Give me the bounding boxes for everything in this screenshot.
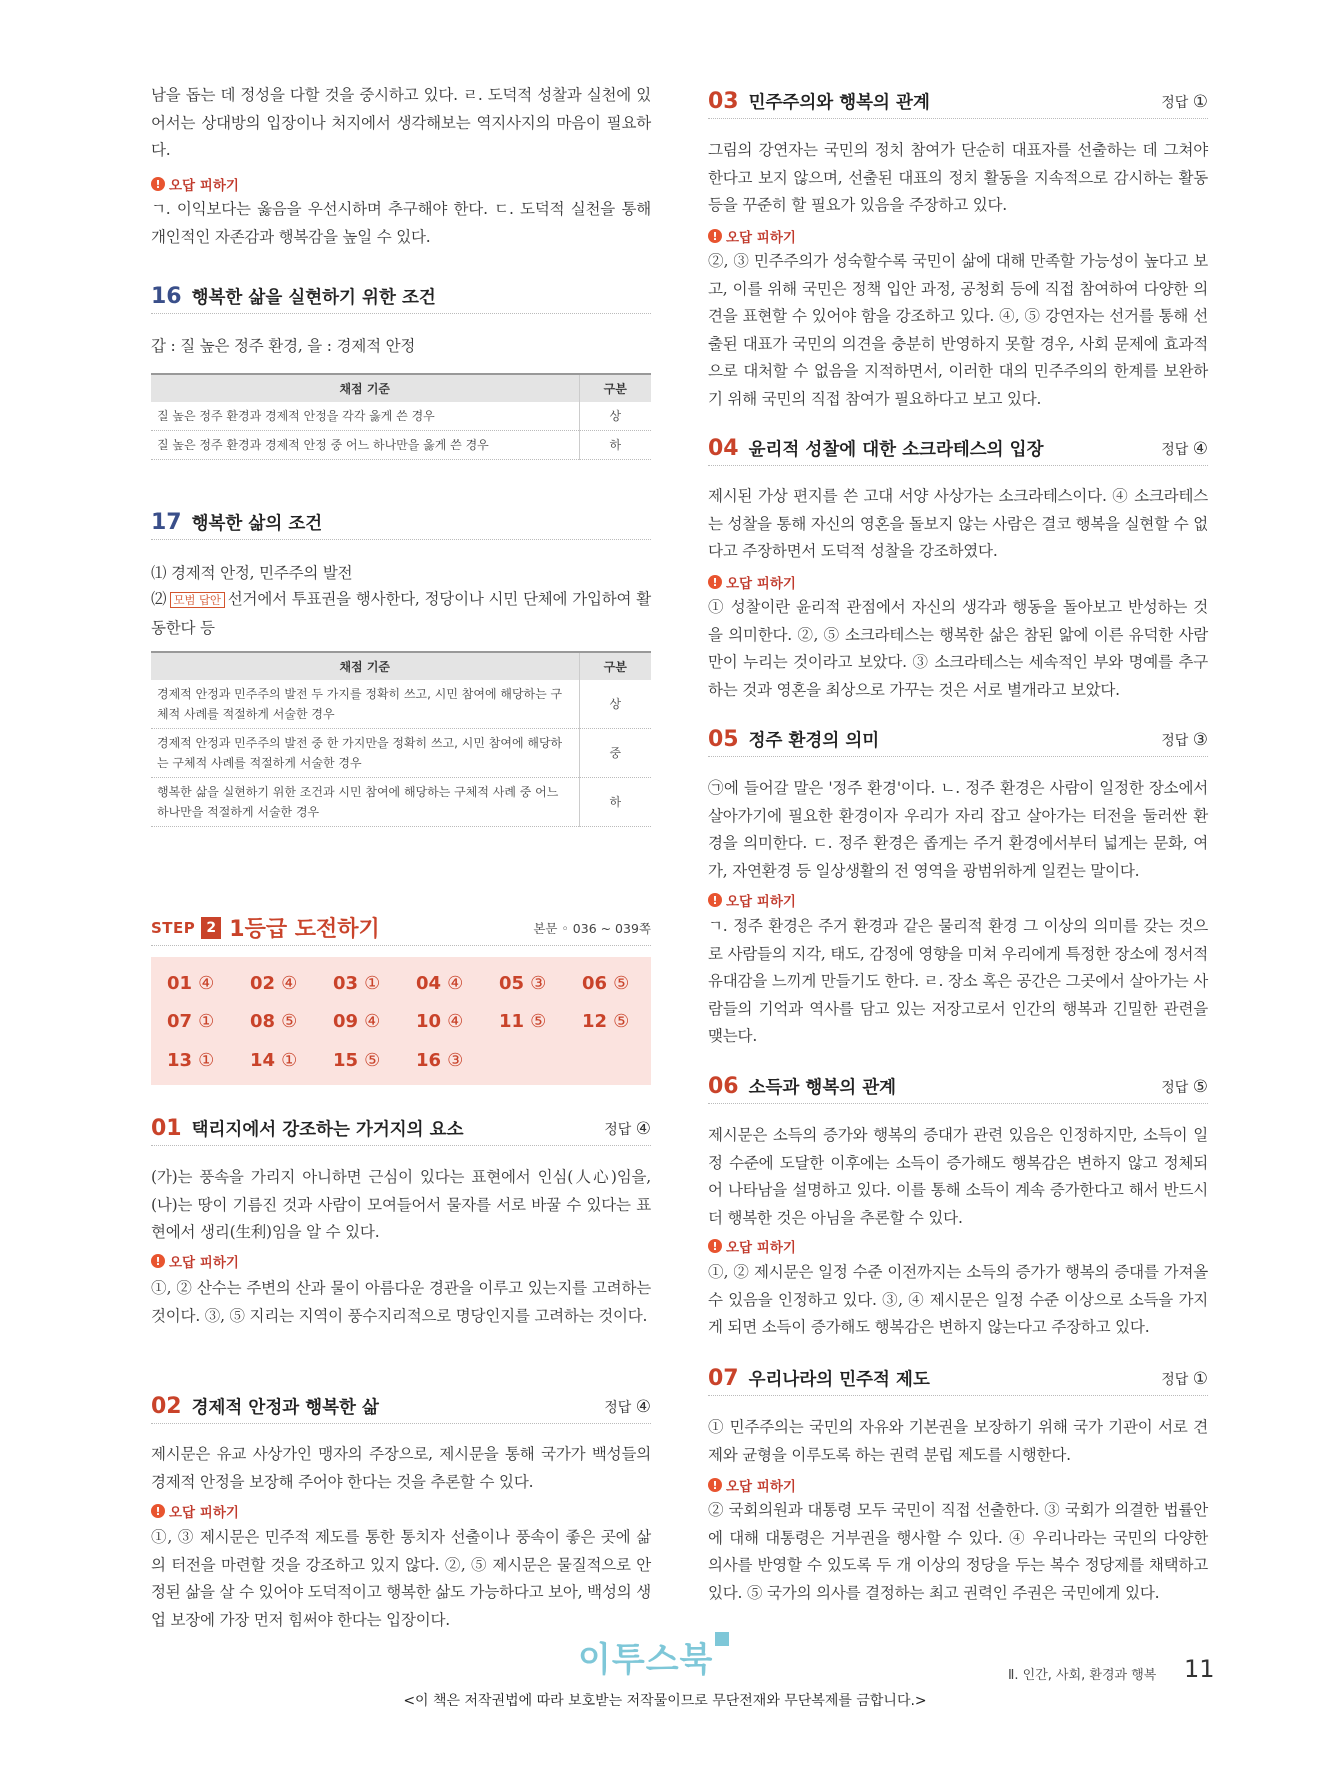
answer-key-question: 05 <box>499 972 525 994</box>
intro-avoid-label: ! 오답 피하기 <box>151 174 651 194</box>
question-05-heading <box>708 723 1208 757</box>
criteria-cell: 질 높은 정주 환경과 경제적 안정 중 어느 하나만을 옳게 쓴 경우 <box>151 431 579 460</box>
answer-key-choice: ③ <box>447 1049 464 1071</box>
question-number: 05 <box>708 727 739 752</box>
answer-key-item <box>416 965 499 1001</box>
question-title: 소득과 행복의 관계 <box>748 1078 897 1098</box>
page-number: 11 <box>1184 1655 1215 1683</box>
q16-answer: 갑 : 질 높은 정주 환경, 을 : 경제적 안정 <box>151 337 416 355</box>
correct-answer: 정답 ① <box>1161 1368 1208 1389</box>
step-title: 1등급 도전하기 <box>229 917 380 942</box>
q16-grading-table <box>151 373 651 460</box>
question-title: 경제적 안정과 행복한 삶 <box>191 1398 379 1418</box>
step-label: STEP <box>151 918 196 937</box>
answer-key-question: 09 <box>333 1011 359 1033</box>
answer-key-question: 12 <box>582 1011 608 1033</box>
q03-explanation: 그림의 강연자는 국민의 정치 참여가 단순히 대표자를 선출하는 데 그쳐야 한다고 보지 않으며, 선출된 대표의 정치 활동을 지속적으로 감시하는 활동 등을 꾸준히 할 필요가 있음을 주장하고 있다. <box>708 141 1208 214</box>
intro-avoid-text: ㄱ. 이익보다는 옳음을 우선시하며 추구해야 한다. ㄷ. 도덕적 실천을 통해 개인적인 자존감과 행복감을 높일 수 있다. <box>151 200 651 246</box>
answer-key-question: 06 <box>582 972 608 994</box>
correct-answer: 정답 ① <box>1161 91 1208 112</box>
publisher-logo: 이투스북 <box>578 1632 729 1681</box>
warning-icon: ! <box>708 575 722 589</box>
answer-key-question: 02 <box>250 972 276 994</box>
section-label: Ⅱ. 인간, 사회, 환경과 행복 <box>1008 1668 1157 1683</box>
answer-key-choice: ⑤ <box>530 1011 547 1033</box>
answer-key-question: 03 <box>333 972 359 994</box>
warning-icon: ! <box>151 177 165 191</box>
q04-avoid-label: ! 오답 피하기 <box>708 572 1208 592</box>
answer-key-question: 15 <box>333 1049 359 1071</box>
answer-key-item <box>333 1004 416 1040</box>
question-title: 민주주의와 행복의 관계 <box>748 93 930 113</box>
criteria-cell: 질 높은 정주 환경과 경제적 안정을 각각 옳게 쓴 경우 <box>151 402 579 431</box>
answer-key-item <box>333 1042 416 1078</box>
q17-answer-2: ⑵ 모범 답안 선거에서 투표권을 행사한다, 정당이나 시민 단체에 가입하여 활동한다 등 <box>151 590 651 637</box>
q17-grading-table <box>151 651 651 827</box>
question-number: 17 <box>151 510 182 535</box>
criteria-cell: 행복한 삶을 실현하기 위한 조건과 시민 참여에 해당하는 구체적 사례 중 어느 하나만을 적절하게 서술한 경우 <box>151 778 579 827</box>
q07-explanation: ① 민주주의는 국민의 자유와 기본권을 보장하기 위해 국가 기관이 서로 견제와 균형을 이루도록 하는 권력 분립 제도를 시행한다. <box>708 1418 1208 1464</box>
table-row <box>151 402 651 431</box>
answer-key-choice: ① <box>364 972 381 994</box>
question-number: 06 <box>708 1074 739 1099</box>
question-07-heading <box>708 1362 1208 1396</box>
table-header-grade: 구분 <box>579 652 651 680</box>
question-04-heading <box>708 432 1208 466</box>
table-row <box>151 680 651 729</box>
q01-avoid-label: ! 오답 피하기 <box>151 1251 651 1271</box>
answer-key-item <box>499 965 582 1001</box>
question-number: 07 <box>708 1366 739 1391</box>
copyright-notice: <이 책은 저작권법에 따라 보호받는 저작물이므로 무단전재와 무단복제를 금합니다.> <box>403 1693 927 1709</box>
answer-key-question: 01 <box>167 972 193 994</box>
grade-cell: 하 <box>579 778 651 827</box>
question-title: 우리나라의 민주적 제도 <box>748 1370 930 1390</box>
answer-key-item <box>250 965 333 1001</box>
answer-key-item <box>416 1004 499 1040</box>
answer-key-question: 11 <box>499 1011 525 1033</box>
answer-key-item <box>167 965 250 1001</box>
answer-key-choice: ④ <box>447 972 464 994</box>
q06-explanation: 제시문은 소득의 증가와 행복의 증대가 관련 있음은 인정하지만, 소득이 일정 수준에 도달한 이후에는 소득이 증가해도 행복감은 변하지 않고 정체되어 나타남을 설명하고 있다. 이를 통해 소득이 계속 증가한다고 해서 반드시 더 행복한 것은 아님을 추론할 수 있다. <box>708 1126 1208 1227</box>
warning-icon: ! <box>708 229 722 243</box>
answer-key-choice: ① <box>198 1011 215 1033</box>
q04-explanation: 제시된 가상 편지를 쓴 고대 서양 사상가는 소크라테스이다. ④ 소크라테스는 성찰을 통해 자신의 영혼을 돌보지 않는 사람은 결코 행복을 실현할 수 없다고 주장하면서 도덕적 성찰을 강조하였다. <box>708 487 1208 560</box>
q03-avoid-label: ! 오답 피하기 <box>708 226 1208 246</box>
q07-avoid-text: ② 국회의원과 대통령 모두 국민이 직접 선출한다. ③ 국회가 의결한 법률안에 대해 대통령은 거부권을 행사할 수 있다. ④ 우리나라는 국민의 다양한 의사를 반영할 수 있도록 두 개 이상의 정당을 두는 복수 정당제를 채택하고 있다. ⑤ 국가의 의사를 결정하는 최고 권력인 주권은 국민에게 있다. <box>708 1501 1208 1602</box>
answer-key-question: 04 <box>416 972 442 994</box>
answer-key-question: 07 <box>167 1011 193 1033</box>
question-number: 04 <box>708 436 739 461</box>
step-2-heading <box>151 910 651 946</box>
answer-key-question: 13 <box>167 1049 193 1071</box>
answer-key-item <box>582 965 665 1001</box>
answer-key-choice: ⑤ <box>281 1011 298 1033</box>
grade-cell: 중 <box>579 729 651 778</box>
table-header-criteria: 채점 기준 <box>151 652 579 680</box>
q02-avoid-text: ①, ③ 제시문은 민주적 제도를 통한 통치자 선출이나 풍속이 좋은 곳에 삶의 터전을 마련할 것을 강조하고 있지 않다. ②, ⑤ 제시문은 물질적으로 안정된 삶을 살 수 있어야 도덕적이고 행복한 삶도 가능하다고 보아, 백성의 생업 보장에 가장 먼저 힘써야 한다는 입장이다. <box>151 1528 651 1629</box>
logo-mark-icon <box>715 1632 729 1646</box>
question-number: 02 <box>151 1394 182 1419</box>
q02-avoid-label: ! 오답 피하기 <box>151 1501 651 1521</box>
question-02-heading <box>151 1390 651 1424</box>
answer-key-item <box>167 1004 250 1040</box>
grade-cell: 하 <box>579 431 651 460</box>
correct-answer: 정답 ③ <box>1161 729 1208 750</box>
answer-key-question: 08 <box>250 1011 276 1033</box>
grade-cell: 상 <box>579 402 651 431</box>
question-16-heading <box>151 280 651 314</box>
answer-key-item <box>167 1042 250 1078</box>
question-03-heading <box>708 85 1208 119</box>
q01-avoid-text: ①, ② 산수는 주변의 산과 물이 아름다운 경관을 이루고 있는지를 고려하는 것이다. ③, ⑤ 지리는 지역이 풍수지리적으로 명당인지를 고려하는 것이다. <box>151 1279 651 1325</box>
answer-key-choice: ④ <box>447 1011 464 1033</box>
answer-key-item <box>582 1004 665 1040</box>
question-17-heading <box>151 506 651 540</box>
table-header-criteria: 채점 기준 <box>151 374 579 402</box>
table-row <box>151 729 651 778</box>
answer-key-choice: ③ <box>530 972 547 994</box>
question-title: 행복한 삶을 실현하기 위한 조건 <box>191 288 436 308</box>
table-row <box>151 431 651 460</box>
intro-text: 남을 돕는 데 정성을 다할 것을 중시하고 있다. ㄹ. 도덕적 성찰과 실천에 있어서는 상대방의 입장이나 처지에서 생각해보는 역지사지의 마음이 필요하다. <box>151 86 651 159</box>
answer-key-choice: ④ <box>364 1011 381 1033</box>
warning-icon: ! <box>151 1504 165 1518</box>
correct-answer: 정답 ④ <box>604 1396 651 1417</box>
question-06-heading <box>708 1070 1208 1104</box>
model-answer-badge: 모범 답안 <box>170 592 225 608</box>
question-number: 03 <box>708 89 739 114</box>
q17-answer-1: ⑴ 경제적 안정, 민주주의 발전 <box>151 564 353 582</box>
q05-avoid-label: ! 오답 피하기 <box>708 890 1208 910</box>
answer-key-box <box>151 957 651 1085</box>
answer-key-item <box>250 1042 333 1078</box>
answer-key-choice: ④ <box>281 972 298 994</box>
table-header-grade: 구분 <box>579 374 651 402</box>
answer-key-item <box>333 965 416 1001</box>
answer-key-choice: ⑤ <box>364 1049 381 1071</box>
q05-avoid-text: ㄱ. 정주 환경은 주거 환경과 같은 물리적 환경 그 이상의 의미를 갖는 것으로 사람들의 지각, 태도, 감정에 영향을 미쳐 우리에게 특정한 장소에 정서적 유대감을 느끼게 만들기도 한다. ㄹ. 장소 혹은 공간은 그곳에서 살아가는 사람들의 기억과 역사를 담고 있는 저장고로서 인간의 행복과 긴밀한 관련을 맺는다. <box>708 917 1208 1045</box>
question-title: 윤리적 성찰에 대한 소크라테스의 입장 <box>748 440 1044 460</box>
correct-answer: 정답 ④ <box>604 1118 651 1139</box>
answer-key-item <box>250 1004 333 1040</box>
answer-key-choice: ① <box>281 1049 298 1071</box>
q07-avoid-label: ! 오답 피하기 <box>708 1475 1208 1495</box>
answer-key-choice: ④ <box>198 972 215 994</box>
warning-icon: ! <box>151 1254 165 1268</box>
q03-avoid-text: ②, ③ 민주주의가 성숙할수록 국민이 삶에 대해 만족할 가능성이 높다고 보고, 이를 위해 국민은 정책 입안 과정, 공청회 등에 직접 참여하여 다양한 의견을 표현할 수 있어야 함을 강조하고 있다. ④, ⑤ 강연자는 선거를 통해 선출된 대표가 국민의 의견을 충분히 반영하지 못할 경우, 사회 문제에 효과적으로 대처할 수 없음을 지적하면서, 이러한 대의 민주주의의 한계를 보완하기 위해 국민의 직접 참여가 필요하다고 보고 있다. <box>708 252 1208 408</box>
q05-explanation: ㉠에 들어갈 말은 '정주 환경'이다. ㄴ. 정주 환경은 사람이 일정한 장소에서 살아가기에 필요한 환경이자 우리가 자리 잡고 살아가는 터전을 둘러싼 환경을 의미한다. ㄷ. 정주 환경은 좁게는 주거 환경에서부터 넓게는 문화, 여가, 자연환경 등 일상생활의 전 영역을 광범위하게 일컫는 말이다. <box>708 779 1208 880</box>
answer-key-question: 10 <box>416 1011 442 1033</box>
answer-key-choice: ⑤ <box>613 1011 630 1033</box>
answer-key-item <box>416 1042 499 1078</box>
correct-answer: 정답 ⑤ <box>1161 1076 1208 1097</box>
q06-avoid-label: ! 오답 피하기 <box>708 1236 1208 1256</box>
step-number: 2 <box>201 917 221 939</box>
question-01-heading <box>151 1112 651 1146</box>
warning-icon: ! <box>708 893 722 907</box>
question-title: 택리지에서 강조하는 가거지의 요소 <box>191 1120 464 1140</box>
step-page-reference: 본문 ◦ 036 ~ 039쪽 <box>533 920 651 936</box>
answer-key-item <box>499 1004 582 1040</box>
warning-icon: ! <box>708 1239 722 1253</box>
criteria-cell: 경제적 안정과 민주주의 발전 중 한 가지만을 정확히 쓰고, 시민 참여에 해당하는 구체적 사례를 적절하게 서술한 경우 <box>151 729 579 778</box>
table-row <box>151 778 651 827</box>
answer-key-choice: ① <box>198 1049 215 1071</box>
answer-key-question: 16 <box>416 1049 442 1071</box>
warning-icon: ! <box>708 1478 722 1492</box>
q06-avoid-text: ①, ② 제시문은 일정 수준 이전까지는 소득의 증가가 행복의 증대를 가져올 수 있음을 인정하고 있다. ③, ④ 제시문은 일정 수준 이상으로 소득을 가지게 되면 소득이 증가해도 행복감은 변하지 않는다고 주장하고 있다. <box>708 1263 1208 1336</box>
correct-answer: 정답 ④ <box>1161 438 1208 459</box>
answer-key-question: 14 <box>250 1049 276 1071</box>
q04-avoid-text: ① 성찰이란 윤리적 관점에서 자신의 생각과 행동을 돌아보고 반성하는 것을 의미한다. ②, ⑤ 소크라테스는 행복한 삶은 참된 앎에 이른 유덕한 사람만이 누리는 것이라고 보았다. ③ 소크라테스는 세속적인 부와 명예를 추구하는 것과 영혼을 최상으로 가꾸는 것은 서로 별개라고 보았다. <box>708 598 1208 699</box>
question-number: 01 <box>151 1116 182 1141</box>
criteria-cell: 경제적 안정과 민주주의 발전 두 가지를 정확히 쓰고, 시민 참여에 해당하는 구체적 사례를 적절하게 서술한 경우 <box>151 680 579 729</box>
q01-explanation: (가)는 풍속을 가리지 아니하면 근심이 있다는 표현에서 인심(人心)임을, (나)는 땅이 기름진 것과 사람이 모여들어서 물자를 서로 바꿀 수 있다는 표현에서 생리(生利)임을 알 수 있다. <box>151 1168 651 1241</box>
question-title: 정주 환경의 의미 <box>748 731 880 751</box>
answer-key-choice: ⑤ <box>613 972 630 994</box>
question-number: 16 <box>151 284 182 309</box>
q02-explanation: 제시문은 유교 사상가인 맹자의 주장으로, 제시문을 통해 국가가 백성들의 경제적 안정을 보장해 주어야 한다는 것을 추론할 수 있다. <box>151 1445 651 1491</box>
question-title: 행복한 삶의 조건 <box>191 514 323 534</box>
grade-cell: 상 <box>579 680 651 729</box>
